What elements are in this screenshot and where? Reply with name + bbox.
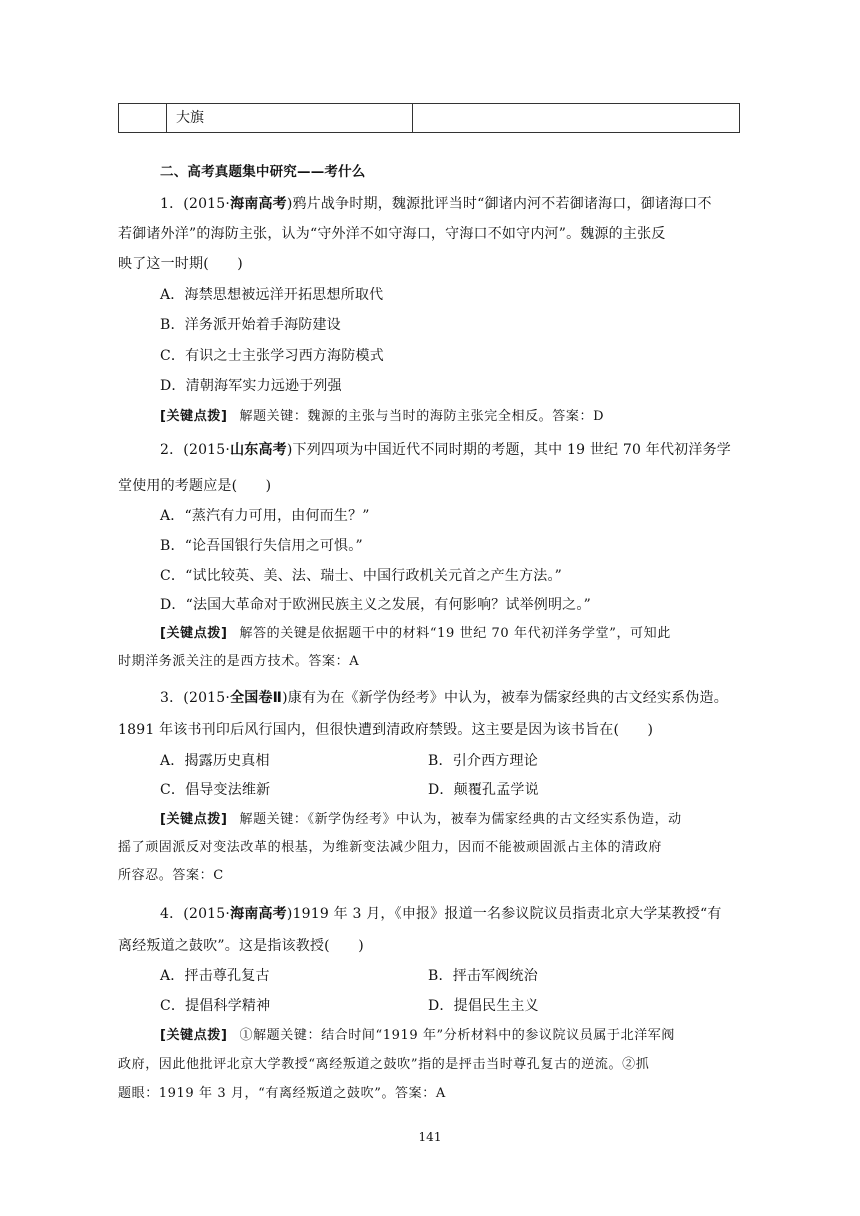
question-2-line-2: 堂使用的考题应是( ) (118, 478, 272, 494)
question-4-line-1 (160, 904, 740, 924)
question-source: 山东高考 (230, 442, 287, 458)
option-a: A．揭露历史真相 (160, 753, 270, 769)
option-c: C．“试比较英、美、法、瑞士、中国行政机关元首之产生方法。” (160, 568, 563, 584)
question-text: )1919 年 3 月，《申报》报道一名参议院议员指责北京大学某教授“有 (286, 906, 722, 922)
table-cell-empty (119, 104, 167, 132)
question-number: 1．(2015· (160, 196, 231, 212)
table-fragment (118, 103, 740, 133)
question-source: 海南高考 (230, 196, 287, 212)
question-1-line-2: 若御诸外洋”的海防主张，认为“守外洋不如守海口，守海口不如守内河”。魏源的主张反 (118, 226, 666, 242)
key-hint-2-line-2: 时期洋务派关注的是西方技术。答案：A (118, 654, 360, 669)
question-number: 2．(2015· (160, 442, 231, 458)
key-hint-tag: [关键点拨] (160, 409, 228, 424)
question-3-line-1 (160, 688, 740, 708)
option-d: D．提倡民生主义 (428, 998, 539, 1014)
key-hint-text: 解题关键：魏源的主张与当时的海防主张完全相反。答案：D (239, 409, 605, 424)
key-hint-3-line-3: 所容忍。答案：C (118, 868, 224, 883)
section-title: 二、高考真题集中研究——考什么 (160, 164, 366, 180)
key-hint-4-line-3: 题眼：1919 年 3 月，“有离经叛道之鼓吹”。答案：A (118, 1086, 446, 1101)
key-hint-tag: [关键点拨] (160, 812, 228, 827)
page-number: 141 (418, 1130, 442, 1144)
key-hint-3 (160, 810, 740, 830)
option-row-1 (160, 966, 740, 986)
option-b: B．引介西方理论 (428, 753, 538, 769)
question-text: )鸦片战争时期，魏源批评当时“御诸内河不若御诸海口，御诸海口不 (286, 196, 712, 212)
option-c: C．有识之士主张学习西方海防模式 (160, 348, 384, 364)
question-1-line-3: 映了这一时期( ) (118, 256, 243, 272)
option-a: A．海禁思想被远洋开拓思想所取代 (160, 287, 384, 303)
key-hint-text: 解题关键：《新学伪经考》中认为，被奉为儒家经典的古文经实系伪造，动 (239, 812, 682, 827)
question-3-line-2: 1891 年该书刊印后风行国内，但很快遭到清政府禁毁。这主要是因为该书旨在( ) (118, 722, 654, 738)
question-1-line-1 (160, 194, 740, 214)
key-hint-tag: [关键点拨] (160, 1028, 228, 1043)
question-text: )下列四项为中国近代不同时期的考题，其中 19 世纪 70 年代初洋务学 (286, 442, 731, 458)
table-cell (166, 104, 413, 132)
question-source: 海南高考 (230, 906, 287, 922)
key-hint-1 (160, 407, 740, 427)
key-hint-text: ①解题关键：结合时间“1919 年”分析材料中的参议院议员属于北洋军阀 (239, 1028, 675, 1043)
option-d: D．清朝海军实力远逊于列强 (160, 378, 342, 394)
question-text: )康有为在《新学伪经考》中认为，被奉为儒家经典的古文经实系伪造。 (282, 690, 728, 706)
table-cell-text: 大旗 (176, 110, 204, 126)
key-hint-tag: [关键点拨] (160, 626, 228, 641)
question-2-line-1 (160, 440, 740, 460)
question-source: 全国卷Ⅱ (230, 690, 283, 706)
option-row-2 (160, 996, 740, 1016)
option-b: B．洋务派开始着手海防建设 (160, 317, 341, 333)
option-row-1 (160, 751, 740, 771)
option-d: D．“法国大革命对于欧洲民族主义之发展，有何影响？试举例明之。” (160, 597, 591, 613)
key-hint-4 (160, 1026, 740, 1046)
question-number: 4．(2015· (160, 906, 231, 922)
key-hint-4-line-2: 政府，因此他批评北京大学教授“离经叛道之鼓吹”指的是抨击当时尊孔复古的逆流。②抓 (118, 1057, 650, 1072)
option-d: D．颠覆孔孟学说 (428, 782, 539, 798)
key-hint-text: 解答的关键是依据题干中的材料“19 世纪 70 年代初洋务学堂”，可知此 (239, 626, 671, 641)
option-a: A．“蒸汽有力可用，由何而生？” (160, 508, 370, 524)
question-number: 3．(2015· (160, 690, 231, 706)
option-b: B．抨击军阀统治 (428, 968, 538, 984)
key-hint-3-line-2: 摇了顽固派反对变法改革的根基，为维新变法减少阻力，因而不能被顽固派占主体的清政府 (118, 840, 663, 855)
option-c: C．提倡科学精神 (160, 998, 271, 1014)
question-4-line-2: 离经叛道之鼓吹”。这是指该教授( ) (118, 938, 364, 954)
key-hint-2 (160, 624, 740, 644)
option-c: C．倡导变法维新 (160, 782, 271, 798)
option-a: A．抨击尊孔复古 (160, 968, 270, 984)
option-b: B．“论吾国银行失信用之可惧。” (160, 538, 363, 554)
option-row-2 (160, 780, 740, 800)
